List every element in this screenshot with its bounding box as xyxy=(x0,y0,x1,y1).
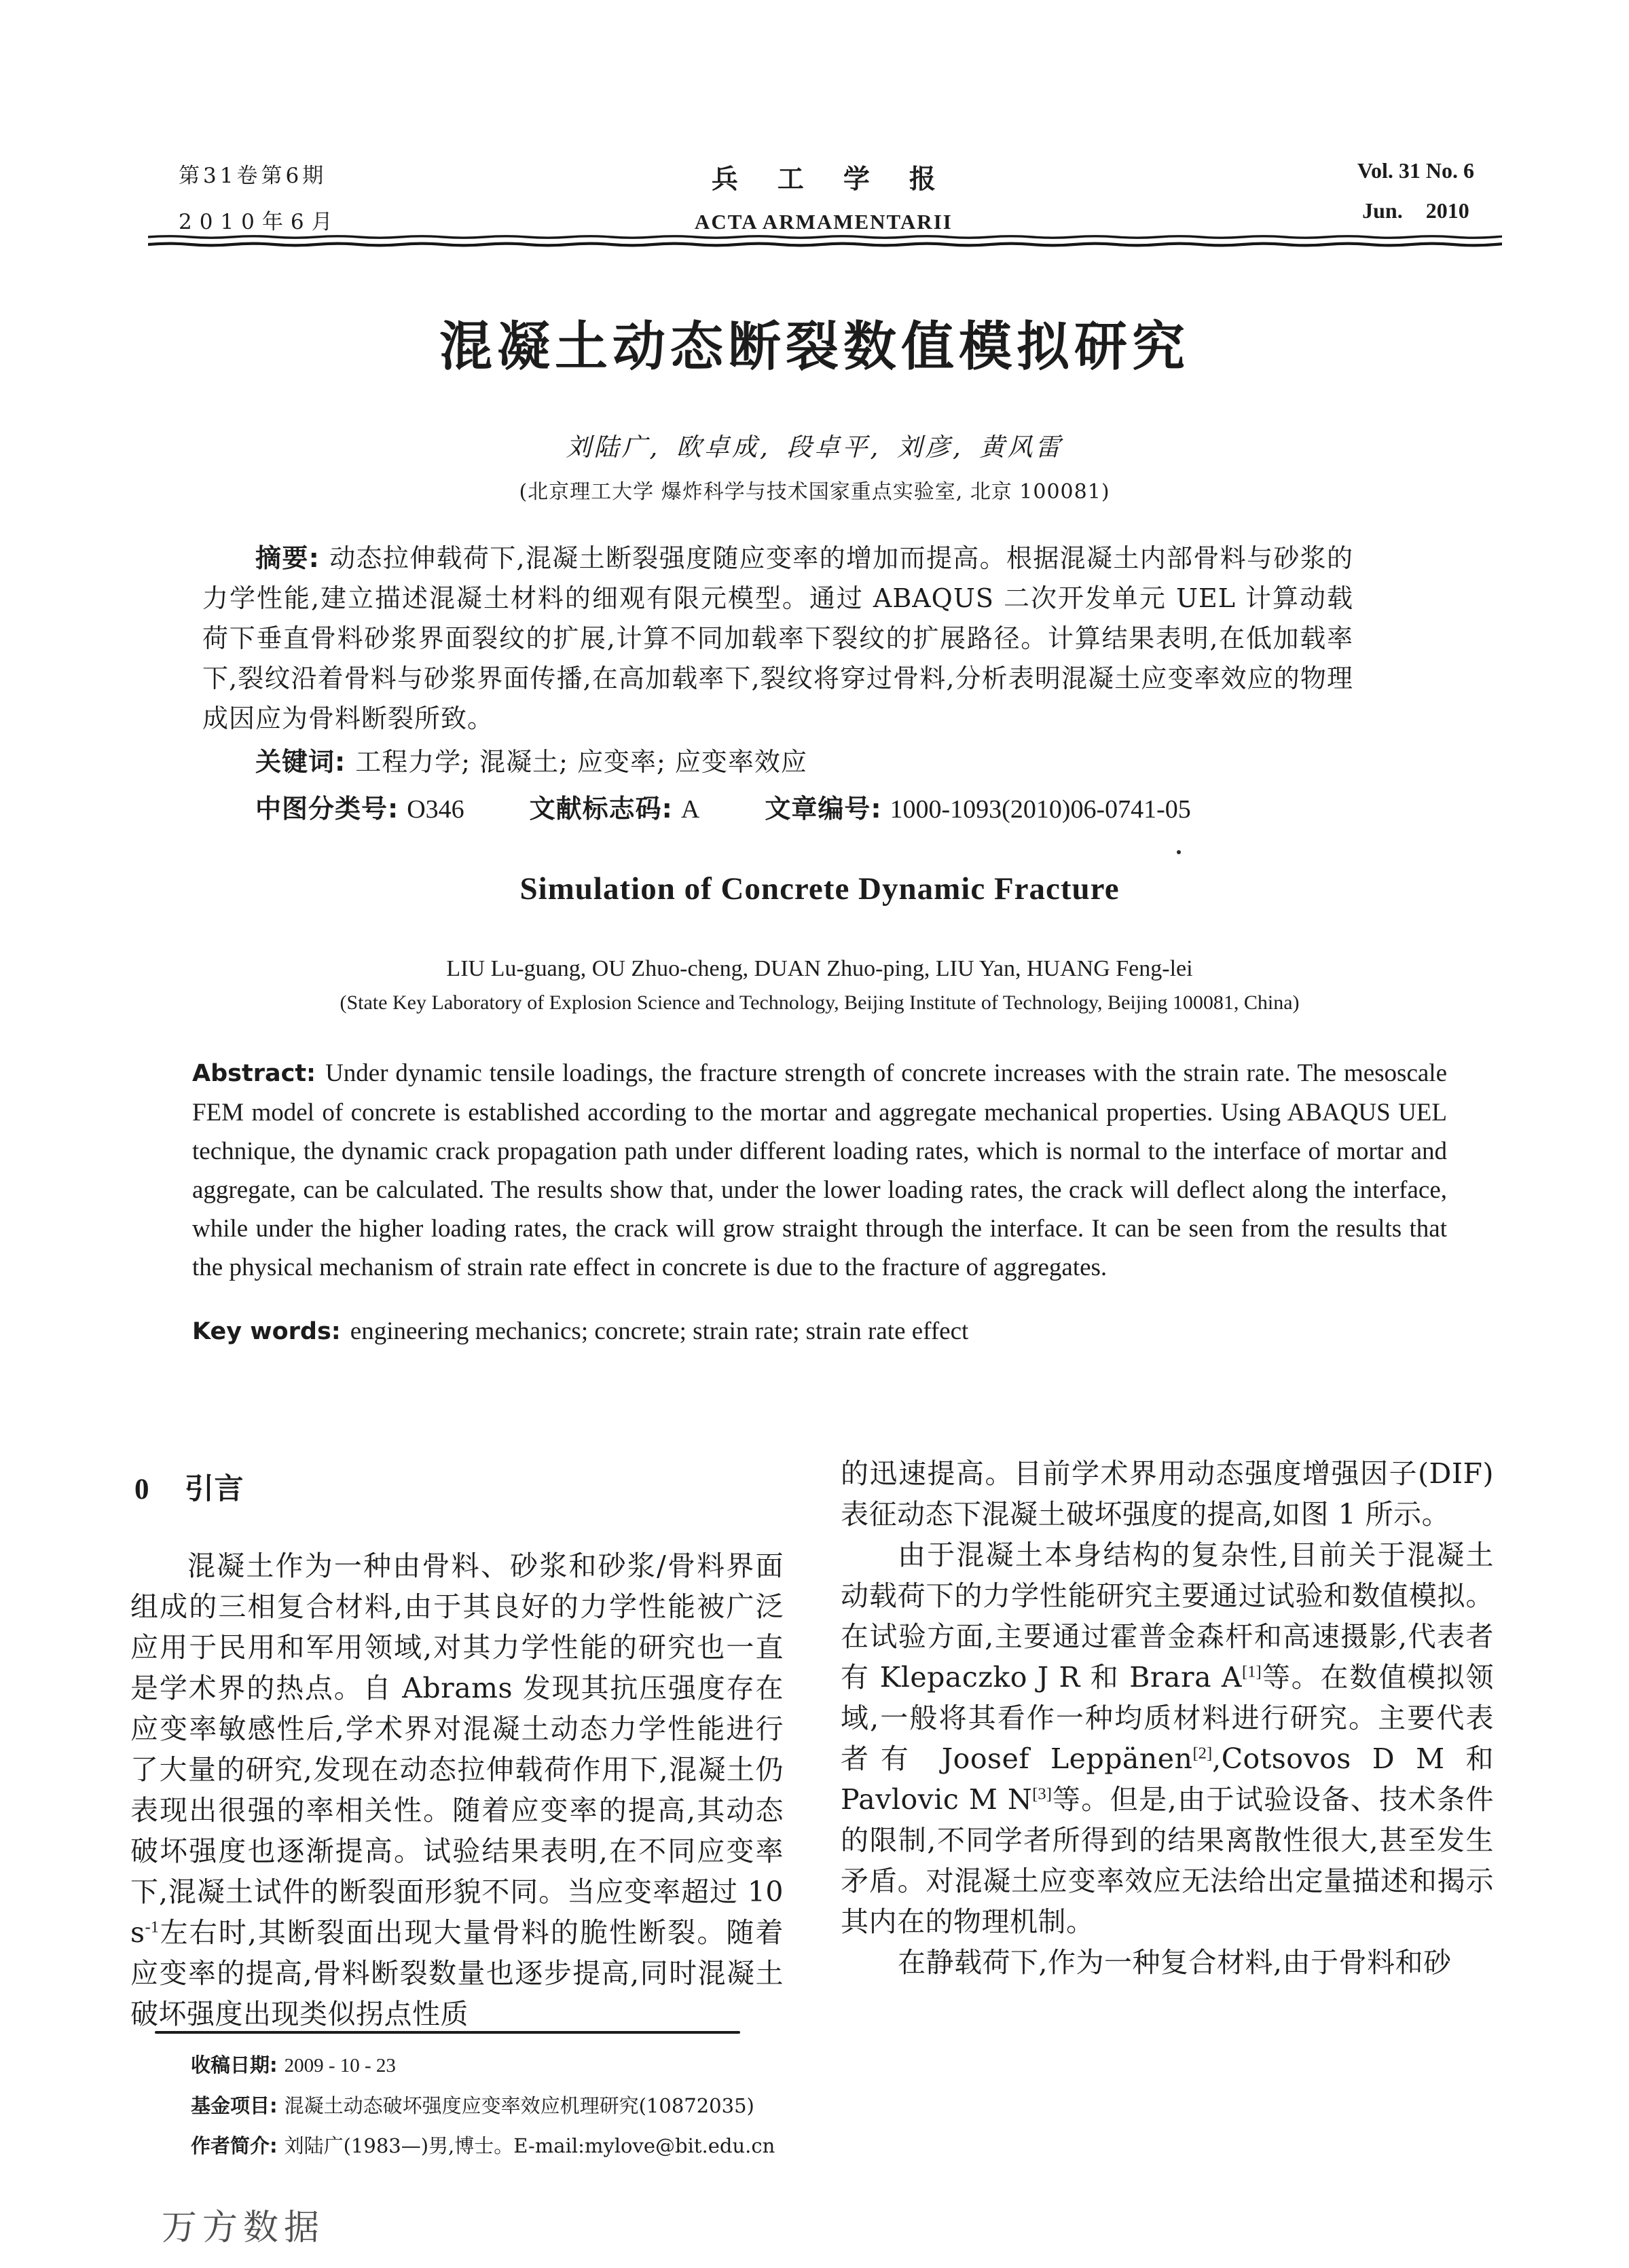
clc-value: O346 xyxy=(407,795,464,824)
issue-month-en: Jun. 2010 xyxy=(1362,198,1469,223)
scan-speck xyxy=(1177,850,1181,854)
abstract-en-label: Abstract: xyxy=(192,1060,316,1087)
paragraph-text: 等。但是,由于试验设备、技术条件的限制,不同学者所得到的结果离散性很大,甚至发生矛盾。对混凝土应变率效应无法给出定量描述和揭示其内在的物理机制。 xyxy=(841,1783,1494,1938)
author-bio-label: 作者简介: xyxy=(191,2134,278,2157)
clc-label: 中图分类号: xyxy=(255,794,399,824)
volume-number-en: Vol. 31 No. 6 xyxy=(1357,158,1474,183)
citation-ref-2: [2] xyxy=(1192,1744,1213,1763)
affiliation-cn: (北京理工大学 爆炸科学与技术国家重点实验室, 北京 100081) xyxy=(519,480,1110,504)
keywords-cn-label: 关键词: xyxy=(255,747,346,777)
keywords-cn-text: 工程力学; 混凝土; 应变率; 应变率效应 xyxy=(355,747,807,777)
body-column-left xyxy=(130,1469,784,2031)
abstract-cn-text: 动态拉伸载荷下,混凝土断裂强度随应变率的增加而提高。根据混凝土内部骨料与砂浆的力学性能,建立描述混凝土材料的细观有限元模型。通过 ABAQUS 二次开发单元 UEL 计算动载荷下垂直骨料砂浆界面裂纹的扩展,计算不同加载率下裂纹的扩展路径。计算结果表明,在低加载率下,裂纹沿着骨料与砂浆界面传播,在高加载率下,裂纹将穿过骨料,分析表明混凝土应变率效应的物理成因应为骨料断裂所致。 xyxy=(202,543,1353,733)
paragraph-text: 由于混凝土本身结构的复杂性,目前关于混凝土动载荷下的力学性能研究主要通过试验和数值模拟。在试验方面,主要通过霍普金森杆和高速摄影,代表者有 Klepaczko J R 和 Brara A xyxy=(841,1539,1494,1694)
article-title-cn: 混凝土动态断裂数值模拟研究 xyxy=(439,316,1190,378)
keywords-cn xyxy=(202,742,1353,782)
authors-cn: 刘陆广, 欧卓成, 段卓平, 刘彦, 黄风雷 xyxy=(566,433,1063,462)
doc-code-value: A xyxy=(680,795,700,824)
journal-name-block xyxy=(672,158,975,234)
authors-en: LIU Lu-guang, OU Zhuo-cheng, DUAN Zhuo-ping, LIU Yan, HUANG Feng-lei xyxy=(446,956,1193,981)
abstract-en xyxy=(192,1054,1447,1287)
front-matter-cn xyxy=(202,538,1353,830)
paragraph-text: ,Cotsovos D M 和 Pavlovic M N xyxy=(841,1742,1494,1816)
keywords-en-label: Key words: xyxy=(192,1318,341,1345)
footnote-received-date xyxy=(191,2045,1006,2086)
article-title-en: Simulation of Concrete Dynamic Fracture xyxy=(519,871,1120,907)
header-issue-block xyxy=(179,158,340,235)
abstract-en-text: Under dynamic tensile loadings, the fracture strength of concrete increases with the strain rate. The mesoscale FEM model of concrete is established according to the mortar and aggregate mechanical properties. Using ABAQUS UEL technique, the dynamic crack propagation path under different loading rates, which is normal to the interface of mortar and aggregate, can be calculated. The results show that, under the lower loading rates, the crack will deflect along the interface, while under the higher loading rates, the crack will grow straight through the interface. It can be seen from the results that the physical mechanism of strain rate effect in concrete is due to the fracture of aggregates. xyxy=(192,1059,1447,1281)
foundation-label: 基金项目: xyxy=(191,2094,278,2117)
article-id-value: 1000-1093(2010)06-0741-05 xyxy=(890,795,1191,824)
section-title: 引言 xyxy=(185,1472,244,1506)
classification-row xyxy=(202,789,1353,830)
front-matter-en xyxy=(192,871,1447,1376)
journal-name-en: ACTA ARMAMENTARII xyxy=(694,210,953,234)
paragraph-text: 的迅速提高。目前学术界用动态强度增强因子(DIF)表征动态下混凝土破坏强度的提高,如图 1 所示。 xyxy=(841,1457,1494,1531)
paragraph xyxy=(841,1942,1494,1983)
received-date-value: 2009 - 10 - 23 xyxy=(284,2055,396,2077)
section-number: 0 xyxy=(134,1474,149,1505)
doc-code-label: 文献标志码: xyxy=(529,794,673,824)
header-volume-block xyxy=(1357,158,1474,223)
wanfang-watermark: 万方数据 xyxy=(162,2208,325,2248)
body-column-right xyxy=(841,1453,1494,2022)
article-id-label: 文章编号: xyxy=(765,794,882,824)
keywords-en xyxy=(192,1312,1447,1351)
section-heading-introduction xyxy=(134,1469,784,1510)
received-date-label: 收稿日期: xyxy=(191,2053,278,2077)
footnote-author-bio xyxy=(191,2126,1006,2166)
citation-ref-1: [1] xyxy=(1241,1662,1262,1681)
journal-name-cn: 兵工学报 xyxy=(711,164,975,195)
keywords-en-text: engineering mechanics; concrete; strain rate; strain rate effect xyxy=(350,1317,969,1345)
header-double-rule xyxy=(148,232,1502,249)
affiliation-en: (State Key Laboratory of Explosion Science and Technology, Beijing Institute of Technology, Beijing 100081, China) xyxy=(340,991,1300,1014)
paragraph-text: 等。在数值模拟领域,一般将其看作一种均质材料进行研究。主要代表者有 Joosef Leppänen xyxy=(841,1661,1494,1775)
issue-date-cn: 2010年6月 xyxy=(179,210,340,234)
footnote-foundation xyxy=(191,2086,1006,2126)
abstract-cn-label: 摘要: xyxy=(255,543,320,573)
foundation-value: 混凝土动态破坏强度应变率效应机理研究(10872035) xyxy=(284,2094,754,2117)
paragraph xyxy=(841,1535,1494,1942)
author-bio-value: 刘陆广(1983—)男,博士。E-mail:mylove@bit.edu.cn xyxy=(284,2134,775,2157)
superscript-exponent: -1 xyxy=(145,1918,160,1937)
paragraph-text: 混凝土作为一种由骨料、砂浆和砂浆/骨料界面组成的三相复合材料,由于其良好的力学性能被广泛应用于民用和军用领域,对其力学性能的研究也一直是学术界的热点。自 Abrams 发现其抗压强度存在应变率敏感性后,学术界对混凝土动态力学性能进行了大量的研究,发现在动态拉伸载荷作用下,混凝土仍表现出很强的率相关性。随着应变率的提高,其动态破坏强度也逐渐提高。试验结果表明,在不同应变率下,混凝土试件的断裂面形貌不同。当应变率超过 10 s xyxy=(130,1550,784,1949)
paragraph-text: 在静载荷下,作为一种复合材料,由于骨料和砂 xyxy=(898,1946,1452,1979)
issue-volume-cn: 第31卷第6期 xyxy=(179,164,327,188)
citation-ref-3: [3] xyxy=(1032,1785,1052,1804)
footnote-divider xyxy=(155,2031,740,2034)
paragraph xyxy=(130,1545,784,2031)
abstract-cn xyxy=(202,538,1353,739)
paragraph-text: 左右时,其断裂面出现大量骨料的脆性断裂。随着应变率的提高,骨料断裂数量也逐步提高,同时混凝土破坏强度出现类似拐点性质 xyxy=(130,1916,784,2030)
paragraph-continuation xyxy=(841,1453,1494,1535)
footnotes xyxy=(191,2045,1006,2166)
